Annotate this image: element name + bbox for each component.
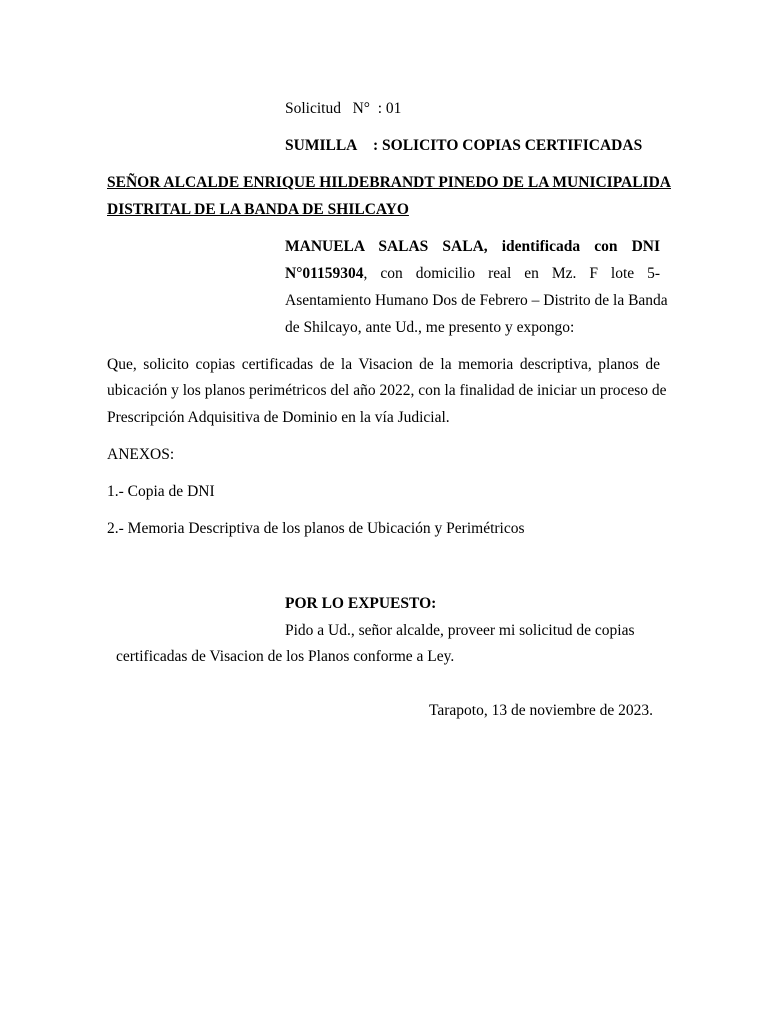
petitioner-name: MANUELA SALAS SALA, identificada con DNI [285, 238, 660, 255]
sumilla-value: : SOLICITO COPIAS CERTIFICADAS [373, 137, 643, 154]
addressee-line-2: DISTRITAL DE LA BANDA DE SHILCAYO [107, 201, 409, 218]
closing-line-2: certificadas de Visacion de los Planos conforme a Ley. [116, 648, 455, 665]
document-date: Tarapoto, 13 de noviembre de 2023. [428, 702, 653, 719]
addressee-line-1: SEÑOR ALCALDE ENRIQUE HILDEBRANDT PINEDO DE LA MUNICIPALIDA [107, 174, 671, 191]
annex-item-1: 1.- Copia de DNI [107, 483, 215, 500]
annex-item-2: 2.- Memoria Descriptiva de los planos de Ubicación y Perimétricos [107, 520, 525, 537]
annexes-title: ANEXOS: [107, 446, 175, 463]
body-line-1: Que, solicito copias certificadas de la Visacion de la memoria descriptiva, planos de [107, 356, 660, 373]
petitioner-line-4: de Shilcayo, ante Ud., me presento y expongo: [285, 319, 575, 336]
closing-heading: POR LO EXPUESTO: [285, 595, 437, 612]
petitioner-line-2 [285, 264, 660, 284]
solicitud-number: Solicitud N° : 01 [285, 100, 402, 117]
petitioner-address-start: , con domicilio real en Mz. F lote 5- [363, 265, 660, 282]
petitioner-dni: N°01159304 [285, 265, 364, 282]
sumilla-label: SUMILLA [285, 137, 358, 154]
body-line-3: Prescripción Adquisitiva de Dominio en la vía Judicial. [107, 409, 450, 426]
body-line-2: ubicación y los planos perimétricos del año 2022, con la finalidad de iniciar un proceso de [107, 382, 667, 399]
petitioner-line-3: Asentamiento Humano Dos de Febrero – Distrito de la Banda [285, 292, 668, 309]
closing-line-1: Pido a Ud., señor alcalde, proveer mi solicitud de copias [285, 622, 635, 639]
